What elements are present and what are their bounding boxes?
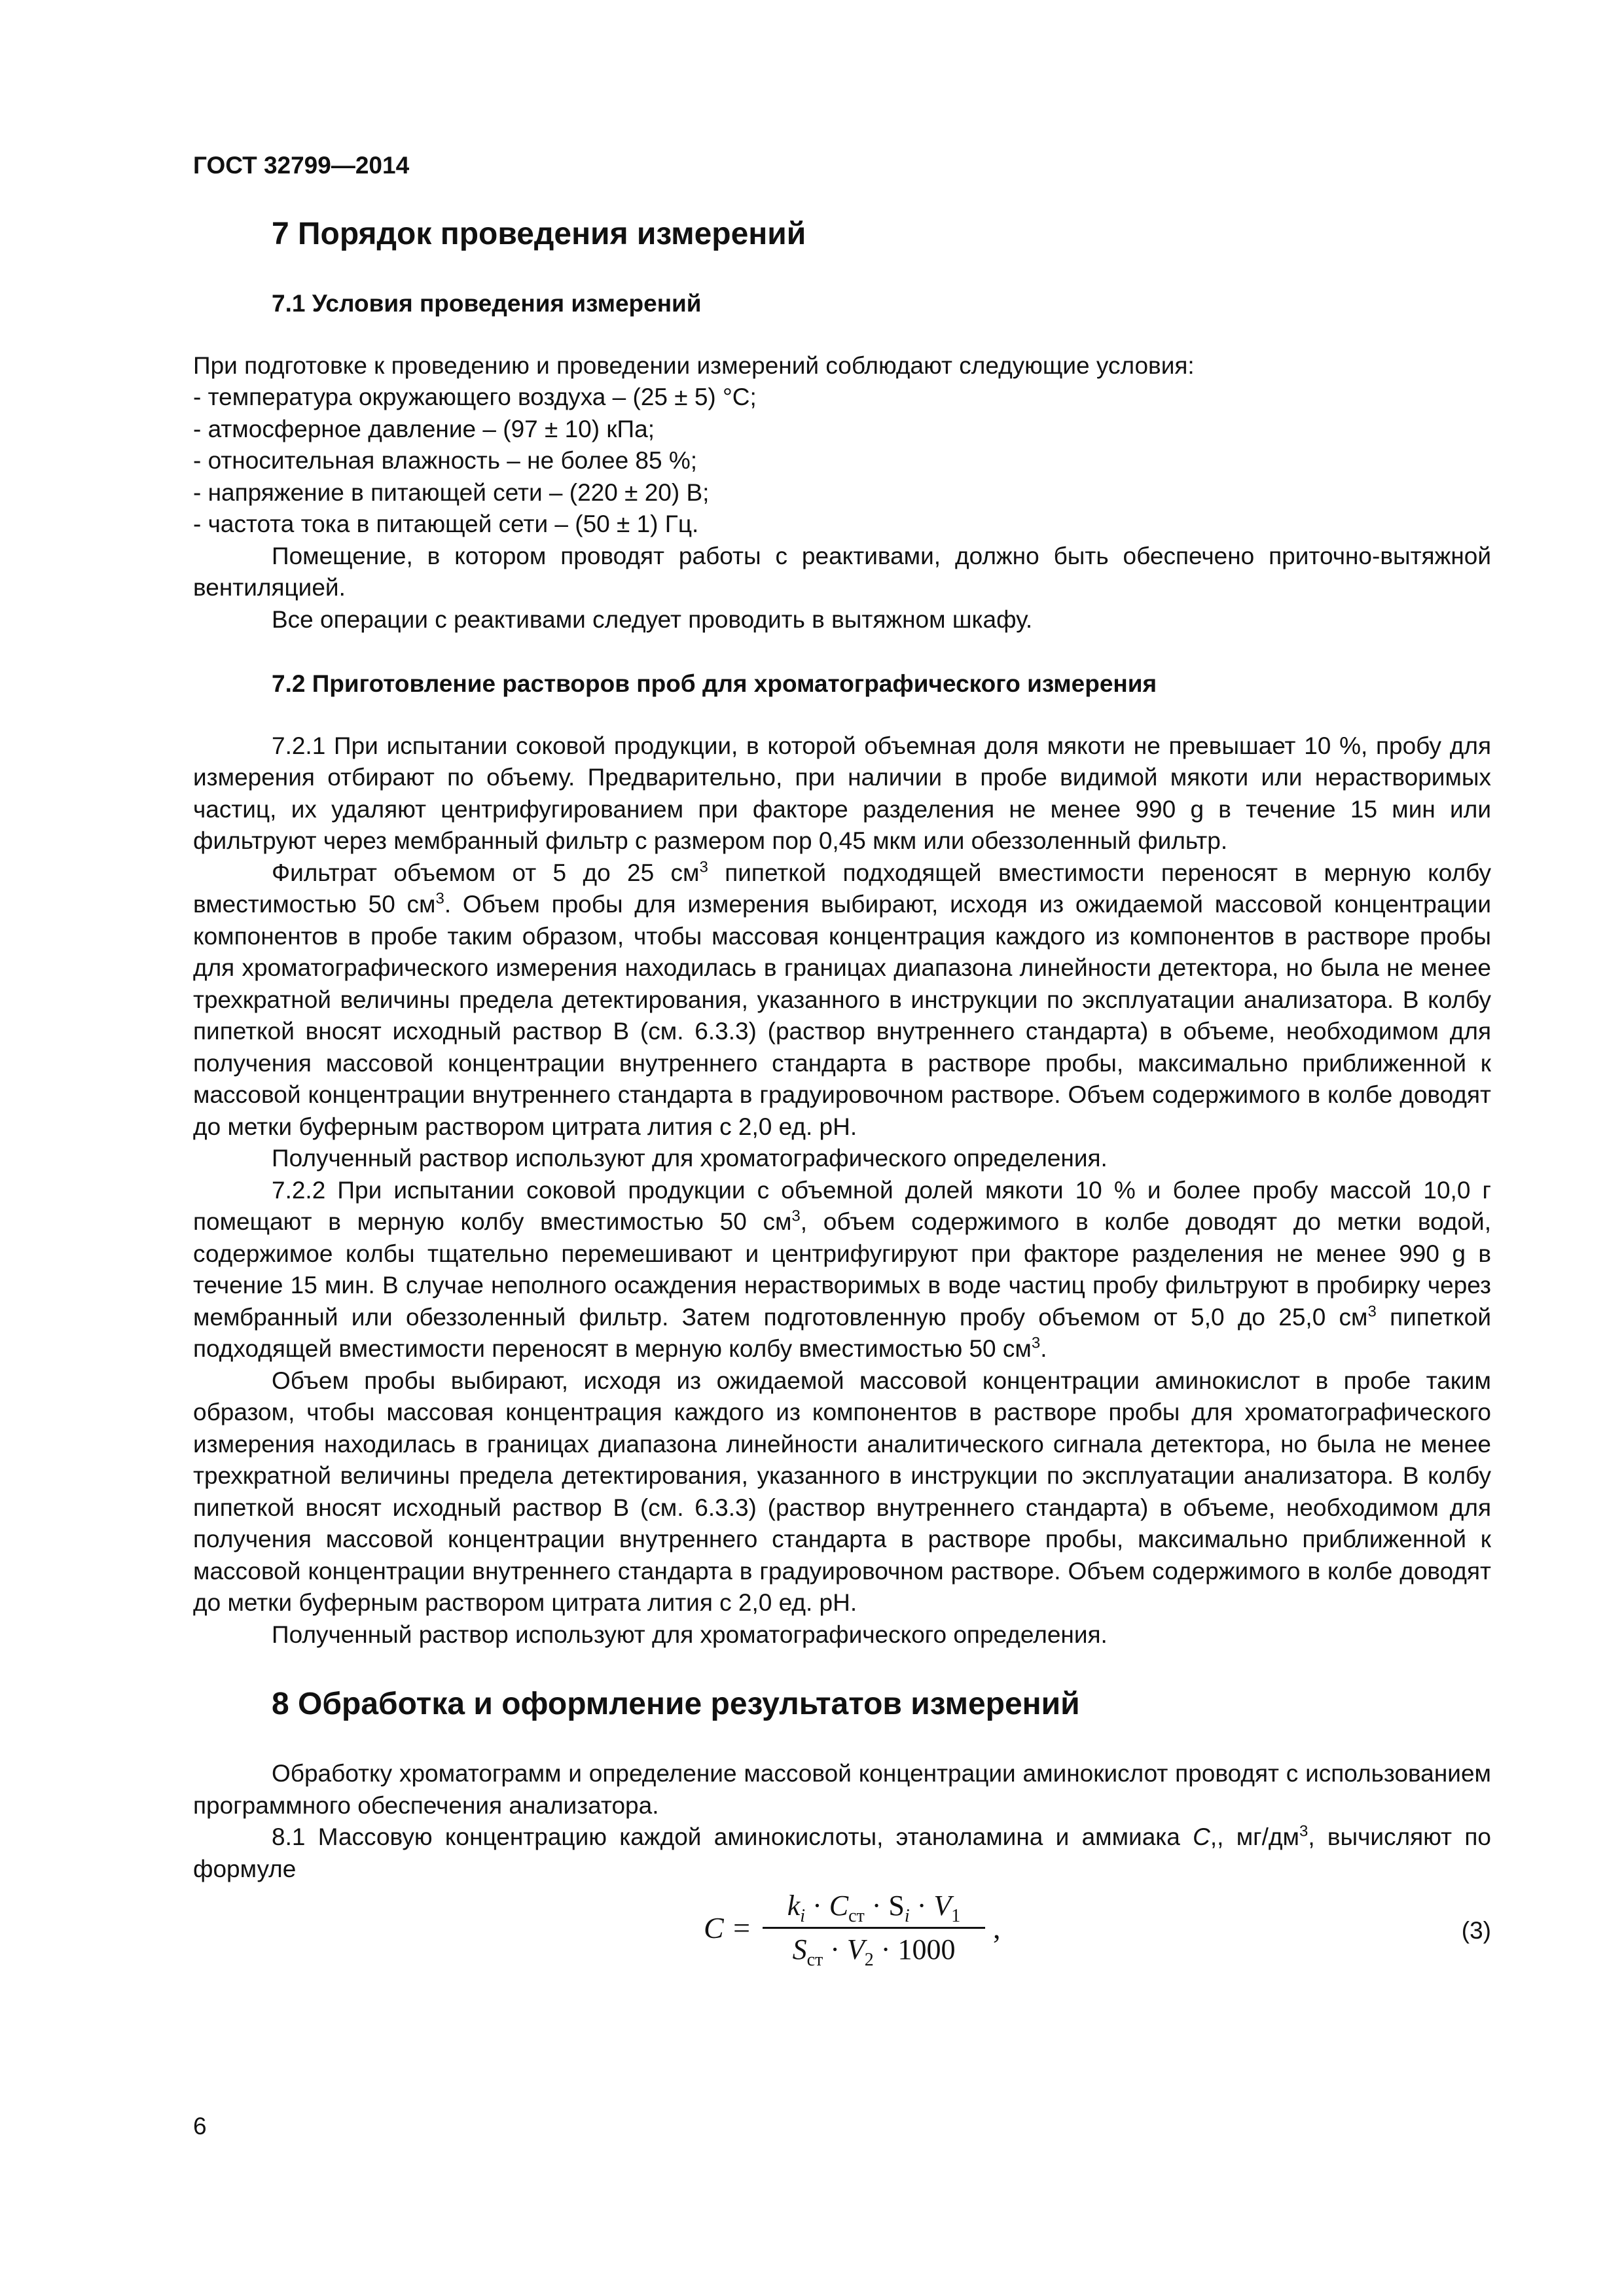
ventilation-paragraph: Помещение, в котором проводят работы с реактивами, должно быть обеспечено приточно-вытяжной вентиляцией. (193, 542, 1491, 601)
condition-item: - температура окружающего воздуха – (25 ± 5) °С; (193, 384, 757, 410)
paragraph-7-2-1-filtrate: Фильтрат объемом от 5 до 25 $см^3$ пипеткой подходящей вместимости переносят в мерную колбу вместимостью 50 $см^3$. Объем пробы для измерения выбирают, исходя из ожидаемой массовой концентрации компонентов в пробе таким образом, чтобы массовая концентрация каждого из компонентов в растворе пробы для хроматографического измерения находилась в границах диапазона линейности детектора, но была не менее трехкратной величины предела детектирования, указанного в инструкции по эксплуатации анализатора. В колбу пипеткой вносят исходный раствор В (см. 6.3.3) (раствор внутреннего стандарта) в объеме, необходимом для получения массовой концентрации внутреннего стандарта в растворе пробы, максимально приближенной к массовой концентрации внутреннего стандарта в градуировочном растворе. Объем содержимого в колбе доводят до метки буферным раствором цитрата лития с 2,0 ед. рН. (193, 858, 1491, 1140)
section-8-title: 8 Обработка и оформление результатов измерений (272, 1687, 1080, 1721)
condition-item: - атмосферное давление – (97 ± 10) кПа; (193, 415, 655, 442)
section-7 (272, 215, 1491, 320)
formula-fraction (763, 1888, 985, 1968)
paragraph-7-2-2-volume: Объем пробы выбирают, исходя из ожидаемой массовой концентрации аминокислот в пробе таким образом, чтобы массовая концентрация каждого из компонентов в растворе пробы для хроматографического измерения находилась в границах диапазона линейности аналитического сигнала детектора, но была не менее трехкратной величины предела детектирования, указанного в инструкции по эксплуатации анализатора. В колбу пипеткой вносят исходный раствор В (см. 6.3.3) (раствор внутреннего стандарта) в объеме, необходимом для получения массовой концентрации внутреннего стандарта в растворе пробы, максимально приближенной к массовой концентрации внутреннего стандарта в градуировочном растворе. Объем содержимого в колбе доводят до метки буферным раствором цитрата лития с 2,0 ед. рН. (193, 1367, 1491, 1616)
paragraph-7-2-2-result: Полученный раствор используют для хроматографического определения. (272, 1621, 1108, 1648)
page-content (193, 209, 1491, 1979)
formula-denominator: $S_{ст} \cdot V_2 \cdot 1000$ (792, 1933, 956, 1970)
document-header: ГОСТ 32799—2014 (193, 152, 410, 179)
fume-hood-paragraph: Все операции с реактивами следует проводить в вытяжном шкафу. (272, 605, 1033, 633)
paragraph-7-2-1: 7.2.1 При испытании соковой продукции, в которой объемная доля мякоти не превышает 10 %, пробу для измерения отбирают по объему. Предварительно, при наличии в пробе видимой мякоти или нерастворимых частиц, их удаляют центрифугированием при факторе разделения не менее 990 g в течение 15 мин или фильтруют через мембранный фильтр с размером пор 0,45 мкм или обеззоленный фильтр. (193, 732, 1491, 854)
paragraph-7-2-2: 7.2.2 При испытании соковой продукции с объемной долей мякоти 10 % и более пробу массой 10,0 г помещают в мерную колбу вместимостью 50 $см^3$, объем содержимого в колбе доводят до метки водой, содержимое колбы тщательно перемешивают и центрифугируют при факторе разделения не менее 990 g в течение 15 мин. В случае неполного осаждения нерастворимых в воде частиц пробу фильтруют в пробирку через мембранный или обеззоленный фильтр. Затем подготовленную пробу объемом от 5,0 до 25,0 $см^3$ пипеткой подходящей вместимости переносят в мерную колбу вместимостью 50 $см^3$. (193, 1176, 1491, 1362)
condition-item: - относительная влажность – не более 85 %; (193, 447, 698, 474)
section-7-2 (272, 668, 1491, 700)
section-7-1-title: 7.1 Условия проведения измерений (272, 290, 702, 317)
formula-lhs: C = (704, 1911, 752, 1945)
conditions-intro: При подготовке к проведению и проведении измерений соблюдают следующие условия: (193, 351, 1195, 379)
page-number: 6 (193, 2113, 207, 2140)
formula-3 (193, 1888, 1491, 1979)
formula-numerator: $k_i \cdot C_{ст} \cdot S_i \cdot V_1$ (787, 1890, 961, 1926)
fraction-bar (763, 1927, 985, 1929)
formula-comma: , (993, 1911, 1001, 1945)
paragraph-7-2-1-result: Полученный раствор используют для хроматографического определения. (272, 1145, 1108, 1172)
paragraph-8-intro: Обработку хроматограмм и определение массовой концентрации аминокислот проводят с использованием программного обеспечения анализатора. (193, 1760, 1491, 1819)
section-7-2-title: 7.2 Приготовление растворов проб для хроматографического измерения (272, 670, 1157, 697)
equation-number: (3) (1461, 1917, 1491, 1944)
section-7-title: 7 Порядок проведения измерений (272, 217, 806, 251)
condition-item: - частота тока в питающей сети – (50 ± 1) Гц. (193, 511, 699, 537)
section-8 (272, 1685, 1491, 1724)
condition-item: - напряжение в питающей сети – (220 ± 20) В; (193, 478, 710, 506)
paragraph-8-1: 8.1 Массовую концентрацию каждой аминокислоты, этаноламина и аммиака C,, $мг/дм^3$, вычисляют по формуле (193, 1822, 1491, 1882)
